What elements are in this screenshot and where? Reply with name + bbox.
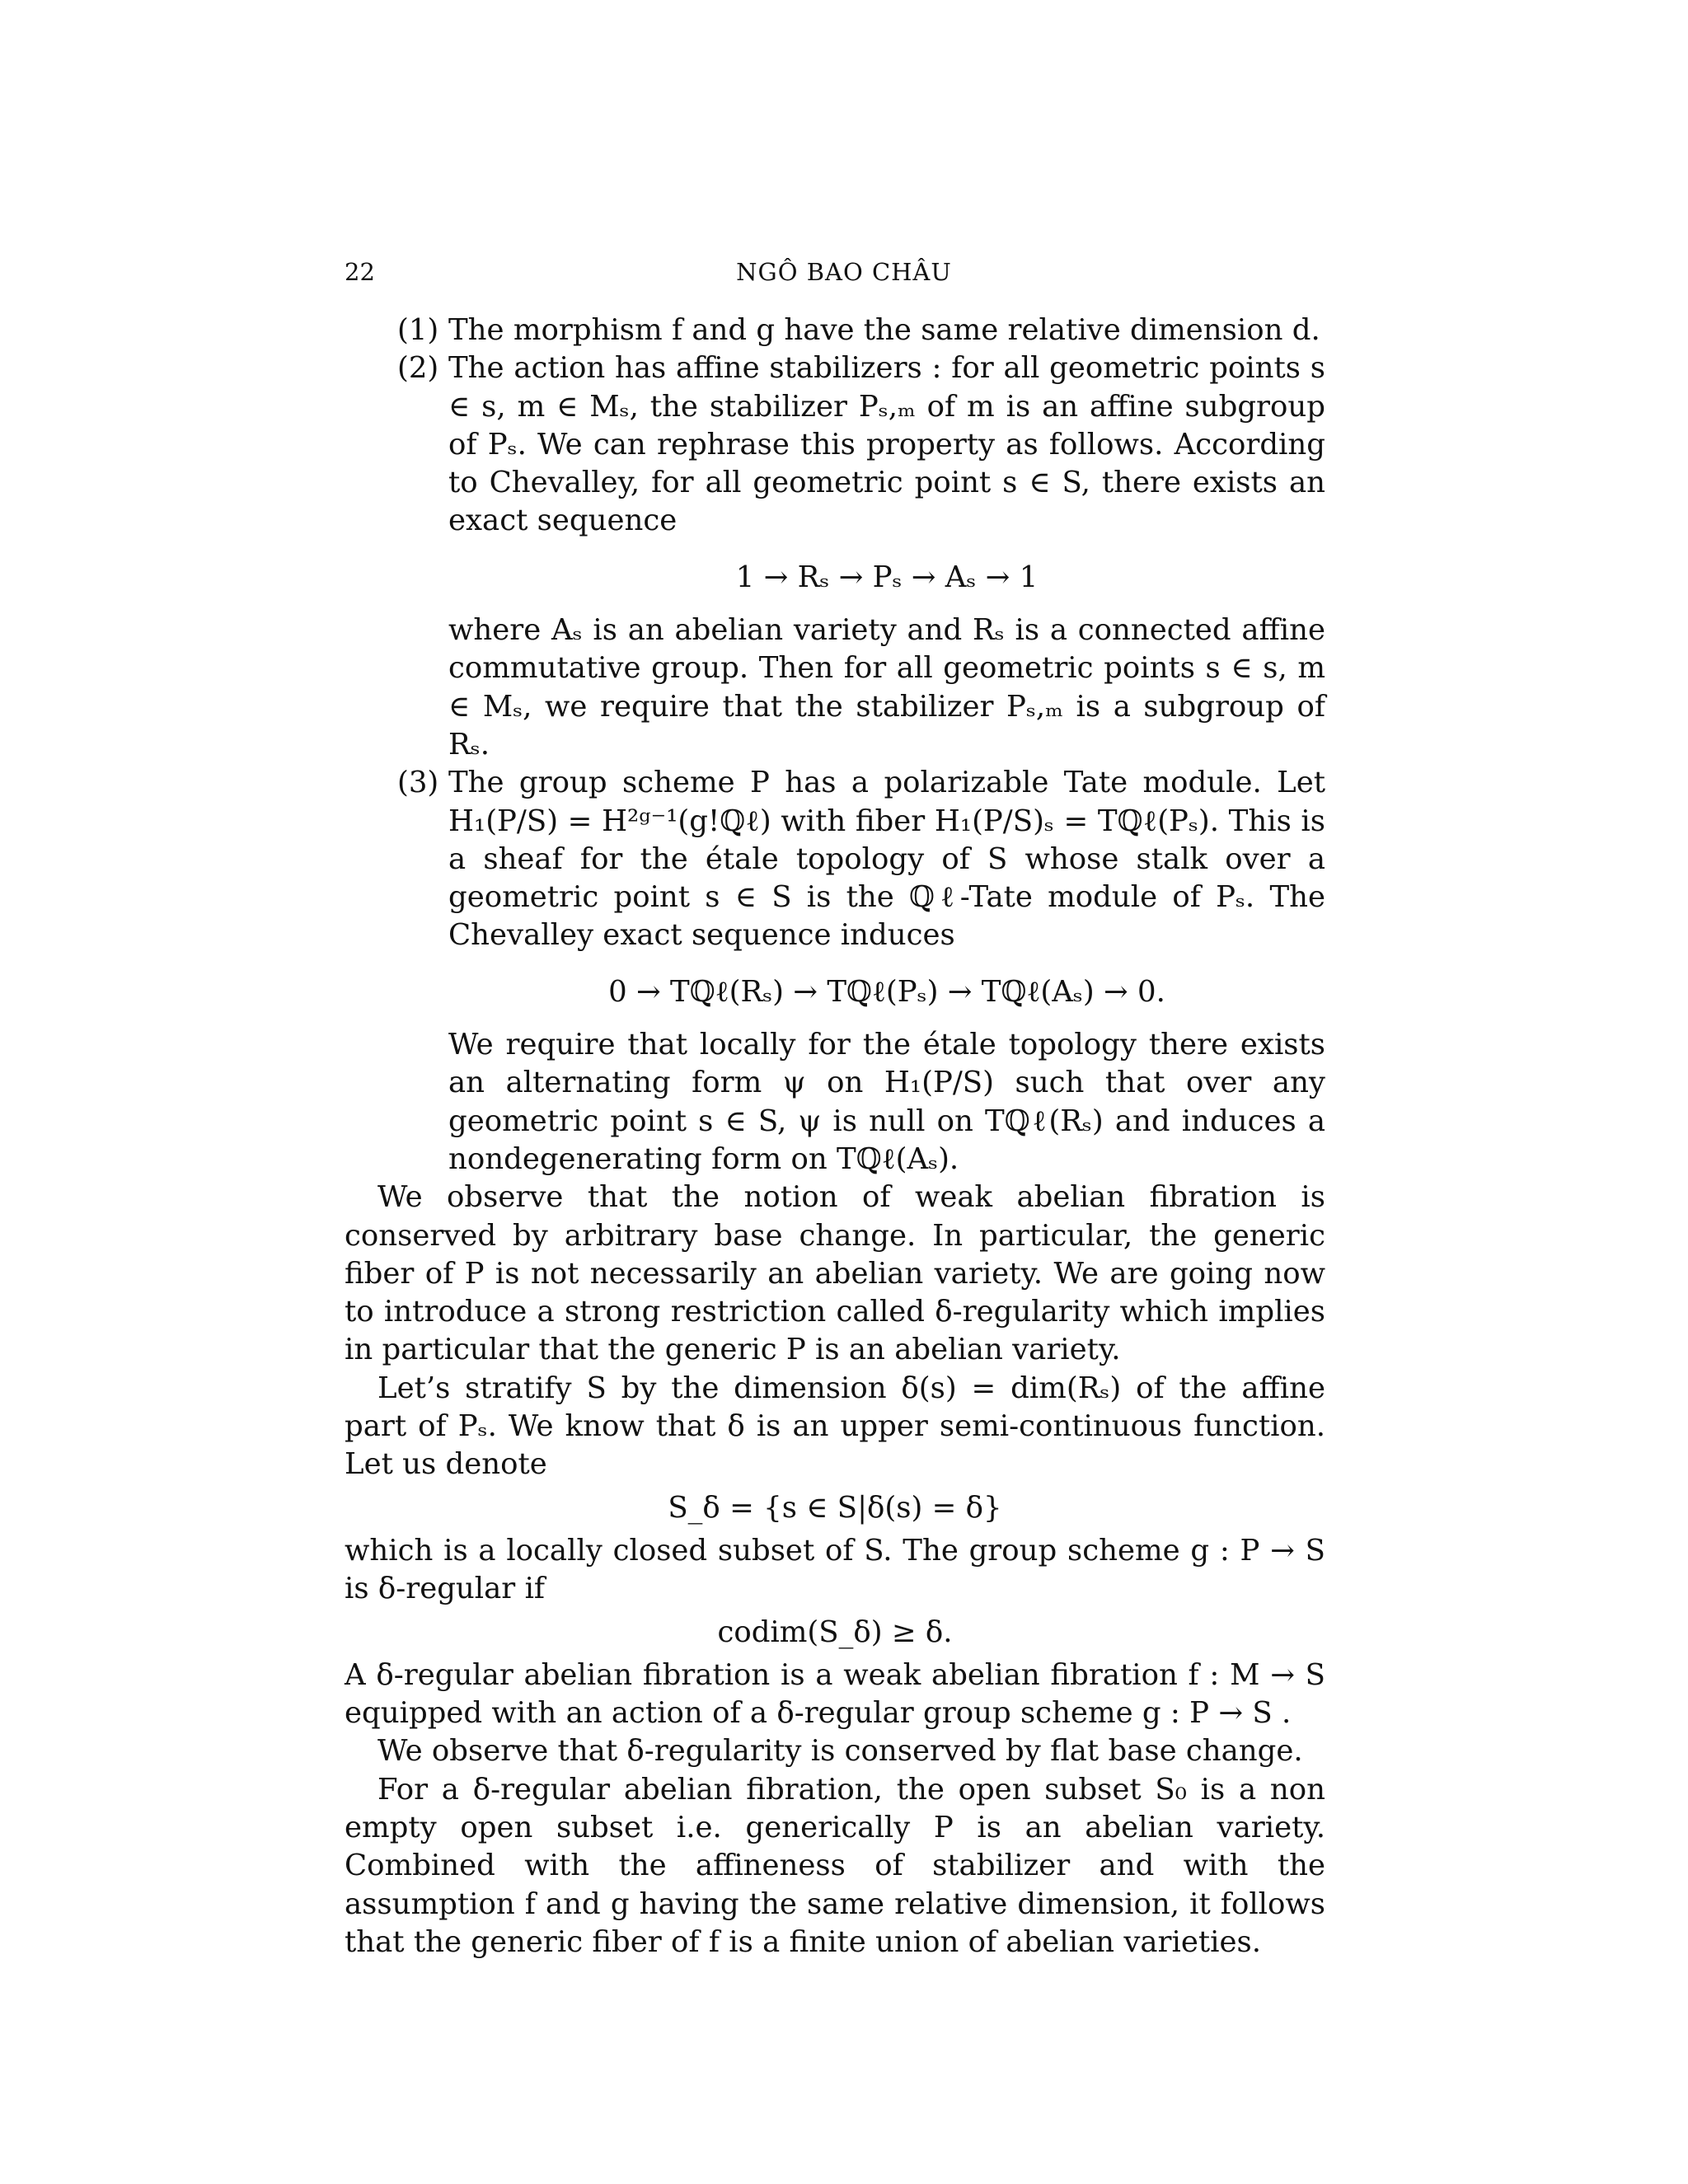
condition-item-3 xyxy=(345,764,1325,1179)
condition-text: The action has affine stabilizers : for all geometric points s ∈ s, m ∈ Mₛ, the stabilizer Pₛ,ₘ of m is an affine subgroup of Pₛ. We can rephrase this property as follows. According to Chevalley, for all geometric point s ∈ S, there exists an exact sequence xyxy=(448,351,1325,538)
condition-text: The group scheme P has a polarizable Tate module. Let H₁(P/S) = H²ᵍ⁻¹(g!ℚℓ) with fiber H₁(P/S)ₛ = Tℚℓ(Pₛ). This is a sheaf for the étale topology of S whose stalk over a geometric point s ∈ S is the ℚℓ-Tate module of Pₛ. The Chevalley exact sequence induces xyxy=(448,766,1325,953)
body-paragraph: We observe that the notion of weak abelian fibration is conserved by arbitrary base change. In particular, the generic fiber of P is not necessarily an abelian variety. We are going now to introduce a strong restriction called δ-regularity which implies in particular that the generic P is an abelian variety. xyxy=(345,1180,1325,1367)
condition-text-after: where Aₛ is an abelian variety and Rₛ is a connected affine commutative group. Then for all geometric points s ∈ s, m ∈ Mₛ, we require that the stabilizer Pₛ,ₘ is a subgroup of Rₛ. xyxy=(448,613,1325,762)
body-paragraph: We observe that δ-regularity is conserved by flat base change. xyxy=(377,1734,1303,1769)
page-number: 22 xyxy=(345,258,375,286)
condition-text-after: We require that locally for the étale topology there exists an alternating form ψ on H₁(P/S) such that over any geometric point s ∈ S, ψ is null on Tℚℓ(Rₛ) and induces a nondegenerating form on Tℚℓ(Aₛ). xyxy=(448,1028,1325,1176)
condition-label: (2) xyxy=(397,351,439,386)
body-paragraph: which is a locally closed subset of S. The group scheme g : P → S is δ-regular if xyxy=(345,1533,1325,1606)
running-head: NGÔ BAO CHÂU xyxy=(736,258,952,286)
display-equation: 1 → Rₛ → Pₛ → Aₛ → 1 xyxy=(735,560,1039,594)
condition-label: (3) xyxy=(397,766,439,800)
definition-paragraph: A δ-regular abelian fibration is a weak abelian fibration f : M → S equipped with an action of a δ-regular group scheme g : P → S . xyxy=(345,1657,1325,1731)
body-paragraph: For a δ-regular abelian fibration, the open subset S₀ is a non empty open subset i.e. generically P is an abelian variety. Combined with the affineness of stabilizer and with the assumption f and g having the same relative dimension, it follows that the generic fiber of f is a finite union of abelian varieties. xyxy=(345,1772,1325,1959)
condition-item-1 xyxy=(345,312,1325,349)
condition-item-2 xyxy=(345,349,1325,764)
display-equation: codim(S_δ) ≥ δ. xyxy=(717,1615,953,1649)
body-paragraph: Let’s stratify S by the dimension δ(s) = dim(Rₛ) of the affine part of Pₛ. We know that δ is an upper semi-continuous function. Let us denote xyxy=(345,1371,1325,1482)
main-text xyxy=(345,312,1325,1961)
condition-text: The morphism f and g have the same relative dimension d. xyxy=(448,313,1320,347)
condition-label: (1) xyxy=(397,313,439,347)
conditions-list xyxy=(345,312,1325,1179)
display-equation: 0 → Tℚℓ(Rₛ) → Tℚℓ(Pₛ) → Tℚℓ(Aₛ) → 0. xyxy=(608,974,1165,1009)
display-equation: S_δ = {s ∈ S|δ(s) = δ} xyxy=(668,1490,1002,1525)
